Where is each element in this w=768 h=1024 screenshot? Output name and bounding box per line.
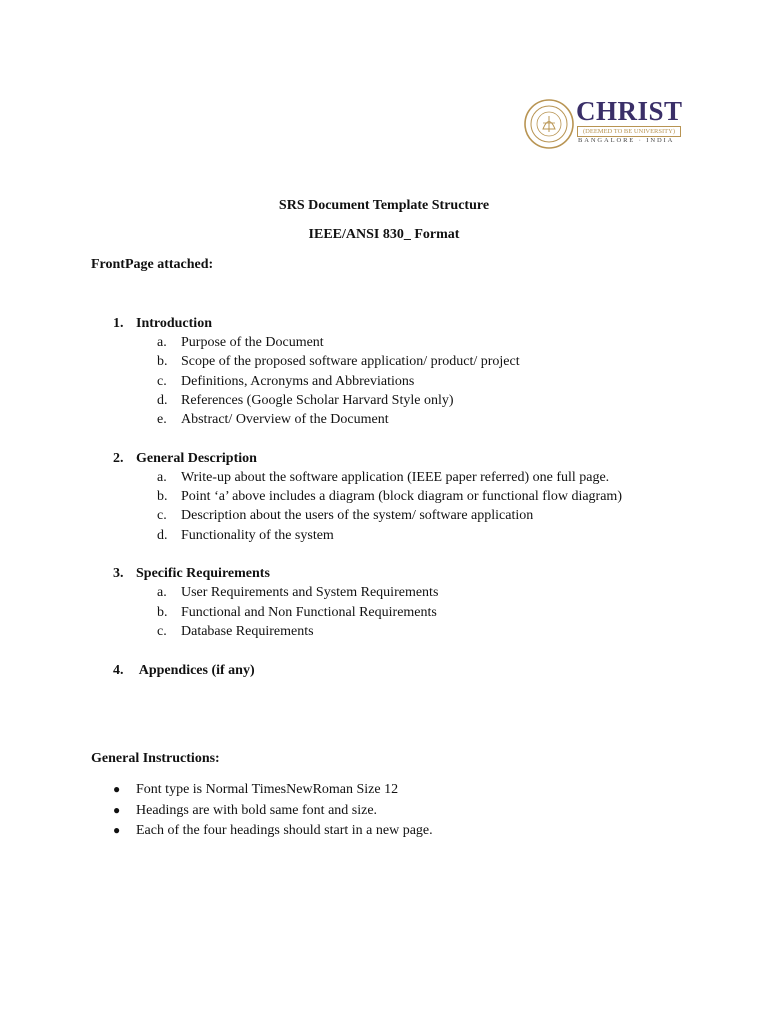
list-item: [157, 335, 324, 351]
item-letter: e.: [157, 412, 167, 427]
item-letter: c.: [157, 508, 167, 523]
item-text: User Requirements and System Requirements: [181, 585, 439, 600]
bullet-text: Each of the four headings should start in a new page.: [136, 823, 433, 838]
logo-tagline: (DEEMED TO BE UNIVERSITY): [577, 126, 681, 137]
section-title: General Description: [136, 451, 257, 466]
bullet-icon: ●: [113, 803, 121, 817]
item-letter: a.: [157, 585, 167, 600]
item-text: Abstract/ Overview of the Document: [181, 412, 389, 427]
item-text: Description about the users of the system/ software application: [181, 508, 534, 523]
item-letter: d.: [157, 393, 168, 408]
item-text: Database Requirements: [181, 624, 314, 639]
list-item: [157, 374, 414, 390]
section-title: Specific Requirements: [136, 566, 270, 581]
front-page-note: FrontPage attached:: [91, 257, 214, 272]
bullet-text: Font type is Normal TimesNewRoman Size 12: [136, 782, 399, 797]
section-number: 1.: [113, 316, 124, 331]
section-heading-specific-requirements: [113, 566, 270, 582]
logo-wordmark: CHRIST: [576, 96, 683, 126]
list-item: [157, 528, 334, 544]
item-letter: d.: [157, 528, 168, 543]
item-text: Purpose of the Document: [181, 335, 324, 350]
item-text: Point ‘a’ above includes a diagram (block diagram or functional flow diagram): [181, 489, 622, 504]
item-letter: a.: [157, 470, 167, 485]
list-item: [157, 585, 438, 601]
logo-location: BANGALORE · INDIA: [578, 137, 675, 144]
list-item: [157, 412, 389, 428]
university-seal-icon: [524, 96, 574, 154]
item-letter: a.: [157, 335, 167, 350]
general-instructions-heading: General Instructions:: [91, 751, 220, 766]
section-number: 4.: [113, 663, 124, 678]
item-letter: b.: [157, 605, 168, 620]
document-title: SRS Document Template Structure: [278, 198, 490, 213]
section-number: 3.: [113, 566, 124, 581]
item-text: Definitions, Acronyms and Abbreviations: [181, 374, 415, 389]
bullet-item: [113, 823, 433, 839]
section-heading-introduction: [113, 316, 212, 332]
item-text: Scope of the proposed software application/ product/ project: [181, 354, 520, 369]
section-heading-appendices: [113, 663, 255, 679]
item-text: Functional and Non Functional Requirements: [181, 605, 437, 620]
section-heading-general-description: [113, 451, 257, 467]
list-item: [157, 393, 454, 409]
section-title: Introduction: [136, 316, 212, 331]
university-logo: [524, 96, 684, 154]
list-item: [157, 470, 609, 486]
list-item: [157, 508, 533, 524]
item-letter: b.: [157, 354, 168, 369]
item-text: References (Google Scholar Harvard Style only): [181, 393, 454, 408]
item-letter: c.: [157, 624, 167, 639]
item-letter: b.: [157, 489, 168, 504]
list-item: [157, 354, 520, 370]
bullet-icon: ●: [113, 782, 121, 796]
bullet-text: Headings are with bold same font and size.: [136, 803, 378, 818]
item-letter: c.: [157, 374, 167, 389]
list-item: [157, 624, 314, 640]
item-text: Write-up about the software application (IEEE paper referred) one full page.: [181, 470, 610, 485]
list-item: [157, 489, 622, 505]
bullet-item: [113, 782, 398, 798]
section-number: 2.: [113, 451, 124, 466]
bullet-icon: ●: [113, 823, 121, 837]
document-subtitle: IEEE/ANSI 830_ Format: [308, 227, 460, 242]
item-text: Functionality of the system: [181, 528, 334, 543]
bullet-item: [113, 803, 377, 819]
section-title: Appendices (if any): [136, 663, 255, 678]
list-item: [157, 605, 437, 621]
